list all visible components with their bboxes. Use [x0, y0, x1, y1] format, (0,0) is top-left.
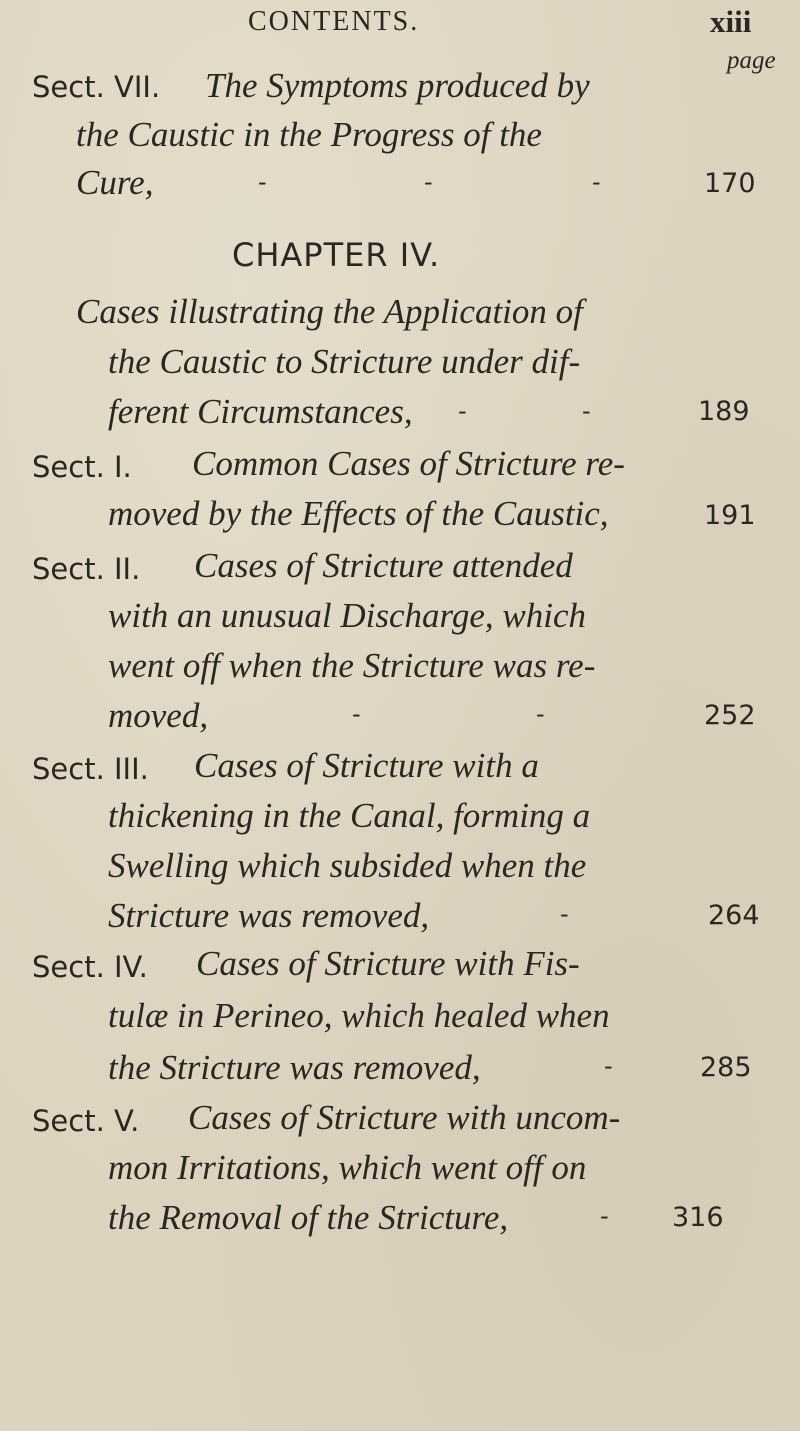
entry-text-line: the Caustic to Stricture under dif-: [108, 342, 581, 381]
entry-text-line: the Caustic in the Progress of the: [76, 115, 542, 154]
entry-text-line: The Symptoms produced by: [205, 66, 590, 105]
entry-text-line: Cases of Stricture with a: [194, 746, 539, 785]
entry-text-line: Cases illustrating the Application of: [76, 292, 583, 331]
entry-text-line: the Stricture was removed,: [108, 1048, 481, 1087]
page-column-label: page: [727, 47, 776, 74]
entry-text-line: Swelling which subsided when the: [108, 846, 587, 885]
entry-text-line: Cases of Stricture attended: [194, 546, 573, 585]
entry-text-line: ferent Circumstances,: [108, 392, 413, 431]
section-label: Sect. VII.: [32, 70, 161, 104]
entry-text-line: went off when the Stricture was re-: [108, 646, 596, 685]
entry-text-line: Stricture was removed,: [108, 896, 430, 935]
entry-text-line: Cases of Stricture with Fis-: [196, 944, 580, 983]
entry-page-number: 285: [700, 1052, 752, 1083]
entry-page-number: 316: [672, 1202, 724, 1233]
entry-text-line: the Removal of the Stricture,: [108, 1198, 509, 1237]
section-label: Sect. III.: [32, 752, 149, 786]
section-label: Sect. V.: [32, 1104, 140, 1138]
leader-dash: -: [560, 900, 569, 928]
leader-dash: -: [458, 397, 467, 425]
leader-dash: -: [536, 700, 545, 728]
entry-text-line: Common Cases of Stricture re-: [192, 444, 625, 483]
leader-dash: -: [582, 397, 591, 425]
entry-page-number: 189: [698, 396, 750, 427]
section-label: Sect. I.: [32, 450, 132, 484]
leader-dash: -: [352, 700, 361, 728]
entry-page-number: 252: [704, 700, 756, 731]
entry-page-number: 264: [708, 900, 760, 931]
entry-page-number: 191: [704, 500, 756, 531]
leader-dash: -: [604, 1052, 613, 1080]
entry-text-line: tulæ in Perineo, which healed when: [108, 996, 610, 1035]
entry-text-line: Cases of Stricture with uncom-: [188, 1098, 621, 1137]
leader-dash: -: [424, 168, 433, 196]
entry-text-line: mon Irritations, which went off on: [108, 1148, 587, 1187]
leader-dash: -: [258, 168, 267, 196]
running-header-title: CONTENTS.: [248, 6, 420, 37]
entry-page-number: 170: [704, 168, 756, 199]
chapter-heading: CHAPTER IV.: [232, 236, 441, 274]
page-number: xiii: [710, 4, 752, 39]
entry-text-line: with an unusual Discharge, which: [108, 596, 587, 635]
section-label: Sect. II.: [32, 552, 141, 586]
entry-text-line: Cure,: [76, 163, 154, 202]
entry-text-line: thickening in the Canal, forming a: [108, 796, 591, 835]
entry-text-line: moved by the Effects of the Caustic,: [108, 494, 609, 533]
entry-text-line: moved,: [108, 696, 209, 735]
section-label: Sect. IV.: [32, 950, 148, 984]
leader-dash: -: [600, 1202, 609, 1230]
leader-dash: -: [592, 168, 601, 196]
